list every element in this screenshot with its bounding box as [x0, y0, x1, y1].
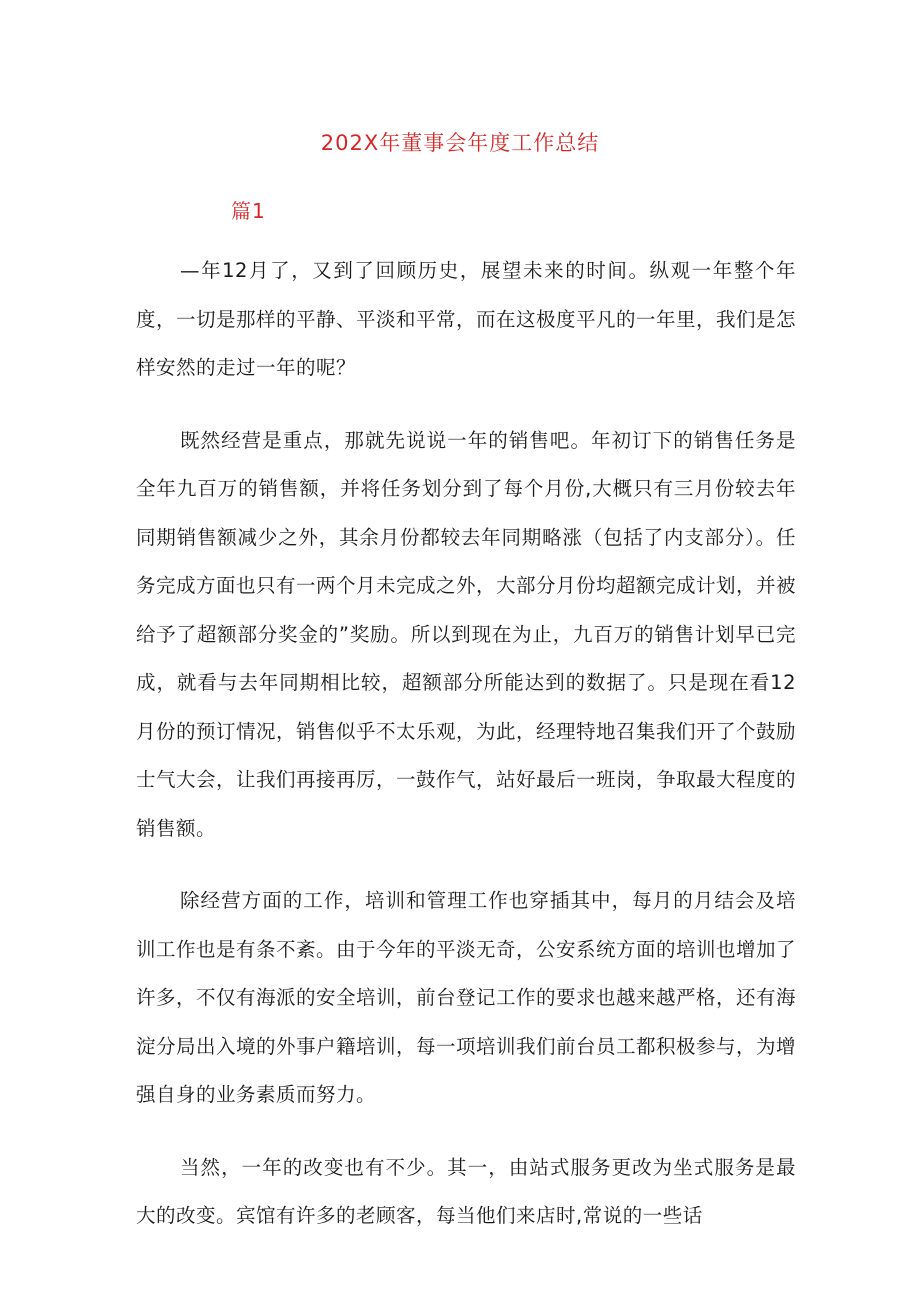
document-body — [136, 247, 796, 1265]
section-label: 篇1 — [231, 199, 266, 223]
paragraph-2: 既然经营是重点，那就先说说一年的销售吧。年初订下的销售任务是全年九百万的销售额，并将任务划分到了每个月份,大概只有三月份较去年同期销售额减少之外，其余月份都较去年同期略涨（包括了内支部分）。任务完成方面也只有一两个月未完成之外，大部分月份均超额完成计划，并被给予了超额部分奖金的”奖励。所以到现在为止，九百万的销售计划早已完成，就看与去年同期相比较，超额部分所能达到的数据了。只是现在看12月份的预订情况，销售似乎不太乐观，为此，经理特地召集我们开了个鼓励士气大会，让我们再接再厉，一鼓作气，站好最后一班岗，争取最大程度的销售额。 — [136, 428, 797, 840]
paragraph-3: 除经营方面的工作，培训和管理工作也穿插其中，每月的月结会及培训工作也是有条不紊。由于今年的平淡无奇，公安系统方面的培训也增加了许多，不仅有海派的安全培训，前台登记工作的要求也越来越严格，还有海淀分局出入境的外事户籍培训，每一项培训我们前台员工都积极参与，为增强自身的业务素质而努力。 — [136, 889, 797, 1106]
paragraph-1: —年12月了，又到了回顾历史，展望未来的时间。纵观一年整个年度，一切是那样的平静、平淡和平常，而在这极度平凡的一年里，我们是怎样安然的走过一年的呢？ — [136, 259, 797, 379]
document-title: 202X年董事会年度工作总结 — [320, 131, 600, 155]
paragraph-4: 当然，一年的改变也有不少。其一，由站式服务更改为坐式服务是最大的改变。宾馆有许多的老顾客，每当他们来店时,常说的一些话 — [136, 1155, 796, 1227]
